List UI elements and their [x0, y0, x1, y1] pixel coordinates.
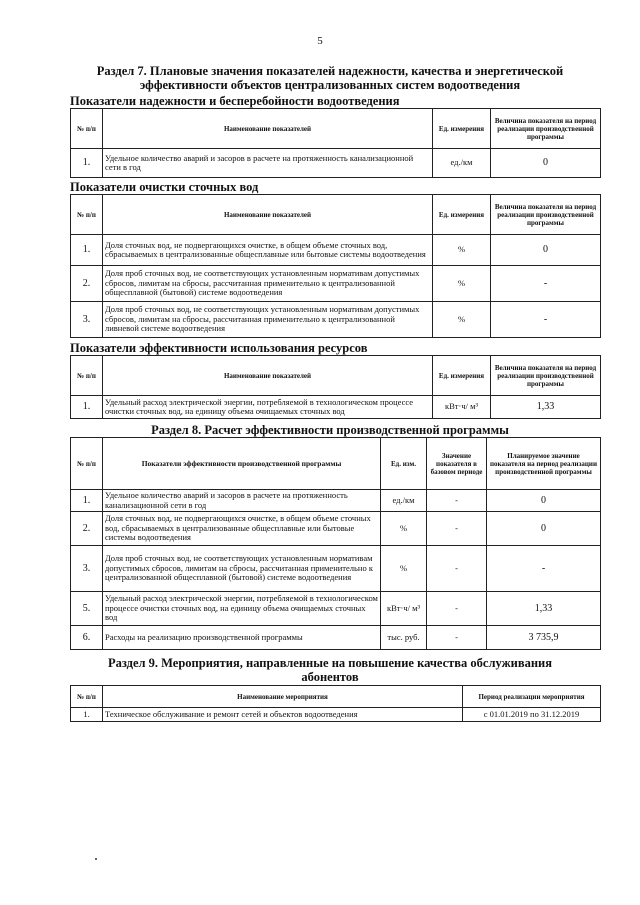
- scan-mark: [95, 858, 97, 860]
- row-number: 1.: [71, 396, 103, 419]
- col-header-base: Значение показателя в базовом периоде: [427, 438, 487, 490]
- table-row: [71, 490, 601, 512]
- col-header-name: Наименование показателей: [103, 356, 433, 396]
- row-base: -: [427, 626, 487, 650]
- row-name: Расходы на реализацию производственной программы: [103, 626, 381, 650]
- row-name: Доля проб сточных вод, не соответствующих установленным нормативам допустимых сбросов, лимитам на сбросы, рассчитанная применительно к централизованной общесплавной (бытовой) системе водоотведения: [103, 546, 381, 592]
- row-plan: -: [487, 546, 601, 592]
- row-number: 1.: [71, 490, 103, 512]
- section9-table: [70, 685, 601, 722]
- row-value: 1,33: [491, 396, 601, 419]
- efficiency-title: Показатели эффективности использования ресурсов: [70, 341, 368, 355]
- section7-title-line2: эффективности объектов централизованных систем водоотведения: [139, 78, 521, 92]
- col-header-unit: Ед. измерения: [433, 109, 491, 149]
- row-plan: 0: [487, 490, 601, 512]
- row-number: 1.: [71, 708, 103, 722]
- table-row: [71, 546, 601, 592]
- row-base: -: [427, 592, 487, 626]
- row-number: 5.: [71, 592, 103, 626]
- row-unit: %: [381, 512, 427, 546]
- row-plan: 1,33: [487, 592, 601, 626]
- col-header-name: Наименование мероприятия: [103, 686, 463, 708]
- col-header-period: Период реализации мероприятия: [463, 686, 601, 708]
- row-name: Удельное количество аварий и засоров в расчете на протяженность канализационной сети в год: [103, 149, 433, 178]
- row-name: Техническое обслуживание и ремонт сетей и объектов водоотведения: [103, 708, 463, 722]
- row-base: -: [427, 490, 487, 512]
- row-name: Доля проб сточных вод, не соответствующих установленным нормативам допустимых сбросов, лимитам на сбросы, рассчитанная применительно к централизованной общесплавной (бытовой) системе водоотведения: [103, 266, 433, 302]
- col-header-unit: Ед. изм.: [381, 438, 427, 490]
- section7-title-line1: Раздел 7. Плановые значения показателей надежности, качества и энергетической: [96, 64, 564, 78]
- table-header-row: [71, 195, 601, 235]
- reliability-table: [70, 108, 601, 178]
- row-number: 3.: [71, 302, 103, 338]
- col-header-value: Величина показателя на период реализации производственной программы: [491, 356, 601, 396]
- table-header-row: [71, 109, 601, 149]
- row-number: 3.: [71, 546, 103, 592]
- table-row: [71, 512, 601, 546]
- table-row: [71, 235, 601, 266]
- row-value: -: [491, 302, 601, 338]
- row-unit: кВт·ч/ м³: [381, 592, 427, 626]
- row-value: 0: [491, 149, 601, 178]
- row-unit: кВт·ч/ м³: [433, 396, 491, 419]
- section8-table: [70, 437, 601, 650]
- row-name: Доля сточных вод, не подвергающихся очистке, в общем объеме сточных вод, сбрасываемых в централизованные общесплавные или бытовые системы водоотведения: [103, 512, 381, 546]
- col-header-number: № п/п: [71, 686, 103, 708]
- efficiency-table: [70, 355, 601, 419]
- section8-title: Раздел 8. Расчет эффективности производственной программы: [151, 423, 509, 437]
- row-number: 2.: [71, 266, 103, 302]
- row-number: 1.: [71, 235, 103, 266]
- row-number: 1.: [71, 149, 103, 178]
- row-base: -: [427, 546, 487, 592]
- row-period: с 01.01.2019 по 31.12.2019: [463, 708, 601, 722]
- table-row: [71, 396, 601, 419]
- col-header-number: № п/п: [71, 195, 103, 235]
- row-unit: %: [433, 266, 491, 302]
- row-unit: тыс. руб.: [381, 626, 427, 650]
- table-header-row: [71, 438, 601, 490]
- table-row: [71, 302, 601, 338]
- row-plan: 3 735,9: [487, 626, 601, 650]
- page-number: 5: [317, 35, 323, 47]
- col-header-number: № п/п: [71, 438, 103, 490]
- cleaning-title: Показатели очистки сточных вод: [70, 180, 259, 194]
- section9-title-line1: Раздел 9. Мероприятия, направленные на повышение качества обслуживания: [107, 656, 553, 670]
- row-number: 6.: [71, 626, 103, 650]
- col-header-unit: Ед. измерения: [433, 195, 491, 235]
- row-number: 2.: [71, 512, 103, 546]
- reliability-title: Показатели надежности и бесперебойности водоотведения: [70, 94, 400, 108]
- col-header-plan: Планируемое значение показателя на период реализации производственной программы: [487, 438, 601, 490]
- row-name: Доля сточных вод, не подвергающихся очистке, в общем объеме сточных вод, сбрасываемых в централизованные общесплавные или бытовые системы водоотведения: [103, 235, 433, 266]
- table-header-row: [71, 686, 601, 708]
- col-header-number: № п/п: [71, 356, 103, 396]
- row-plan: 0: [487, 512, 601, 546]
- col-header-value: Величина показателя на период реализации производственной программы: [491, 195, 601, 235]
- table-row: [71, 149, 601, 178]
- row-name: Удельное количество аварий и засоров в расчете на протяженность канализационной сети в год: [103, 490, 381, 512]
- row-unit: ед./км: [433, 149, 491, 178]
- row-unit: %: [381, 546, 427, 592]
- row-value: -: [491, 266, 601, 302]
- col-header-value: Величина показателя на период реализации производственной программы: [491, 109, 601, 149]
- section9-title-line2: абонентов: [301, 670, 359, 684]
- table-row: [71, 592, 601, 626]
- row-name: Удельный расход электрической энергии, потребляемой в технологическом процессе очистки сточных вод, на единицу объема очищаемых сточных вод: [103, 396, 433, 419]
- cleaning-table: [70, 194, 601, 338]
- row-value: 0: [491, 235, 601, 266]
- col-header-name: Наименование показателей: [103, 195, 433, 235]
- col-header-name: Наименование показателей: [103, 109, 433, 149]
- col-header-name: Показатели эффективности производственной программы: [103, 438, 381, 490]
- row-unit: %: [433, 235, 491, 266]
- col-header-unit: Ед. измерения: [433, 356, 491, 396]
- col-header-number: № п/п: [71, 109, 103, 149]
- table-row: [71, 708, 601, 722]
- row-base: -: [427, 512, 487, 546]
- table-row: [71, 266, 601, 302]
- row-unit: ед./км: [381, 490, 427, 512]
- table-row: [71, 626, 601, 650]
- row-unit: %: [433, 302, 491, 338]
- table-header-row: [71, 356, 601, 396]
- row-name: Удельный расход электрической энергии, потребляемой в технологическом процессе очистки сточных вод, на единицу объема очищаемых сточных вод: [103, 592, 381, 626]
- row-name: Доля проб сточных вод, не соответствующих установленным нормативам допустимых сбросов, лимитам на сбросы, рассчитанная применительно к централизованной ливневой системе водоотведения: [103, 302, 433, 338]
